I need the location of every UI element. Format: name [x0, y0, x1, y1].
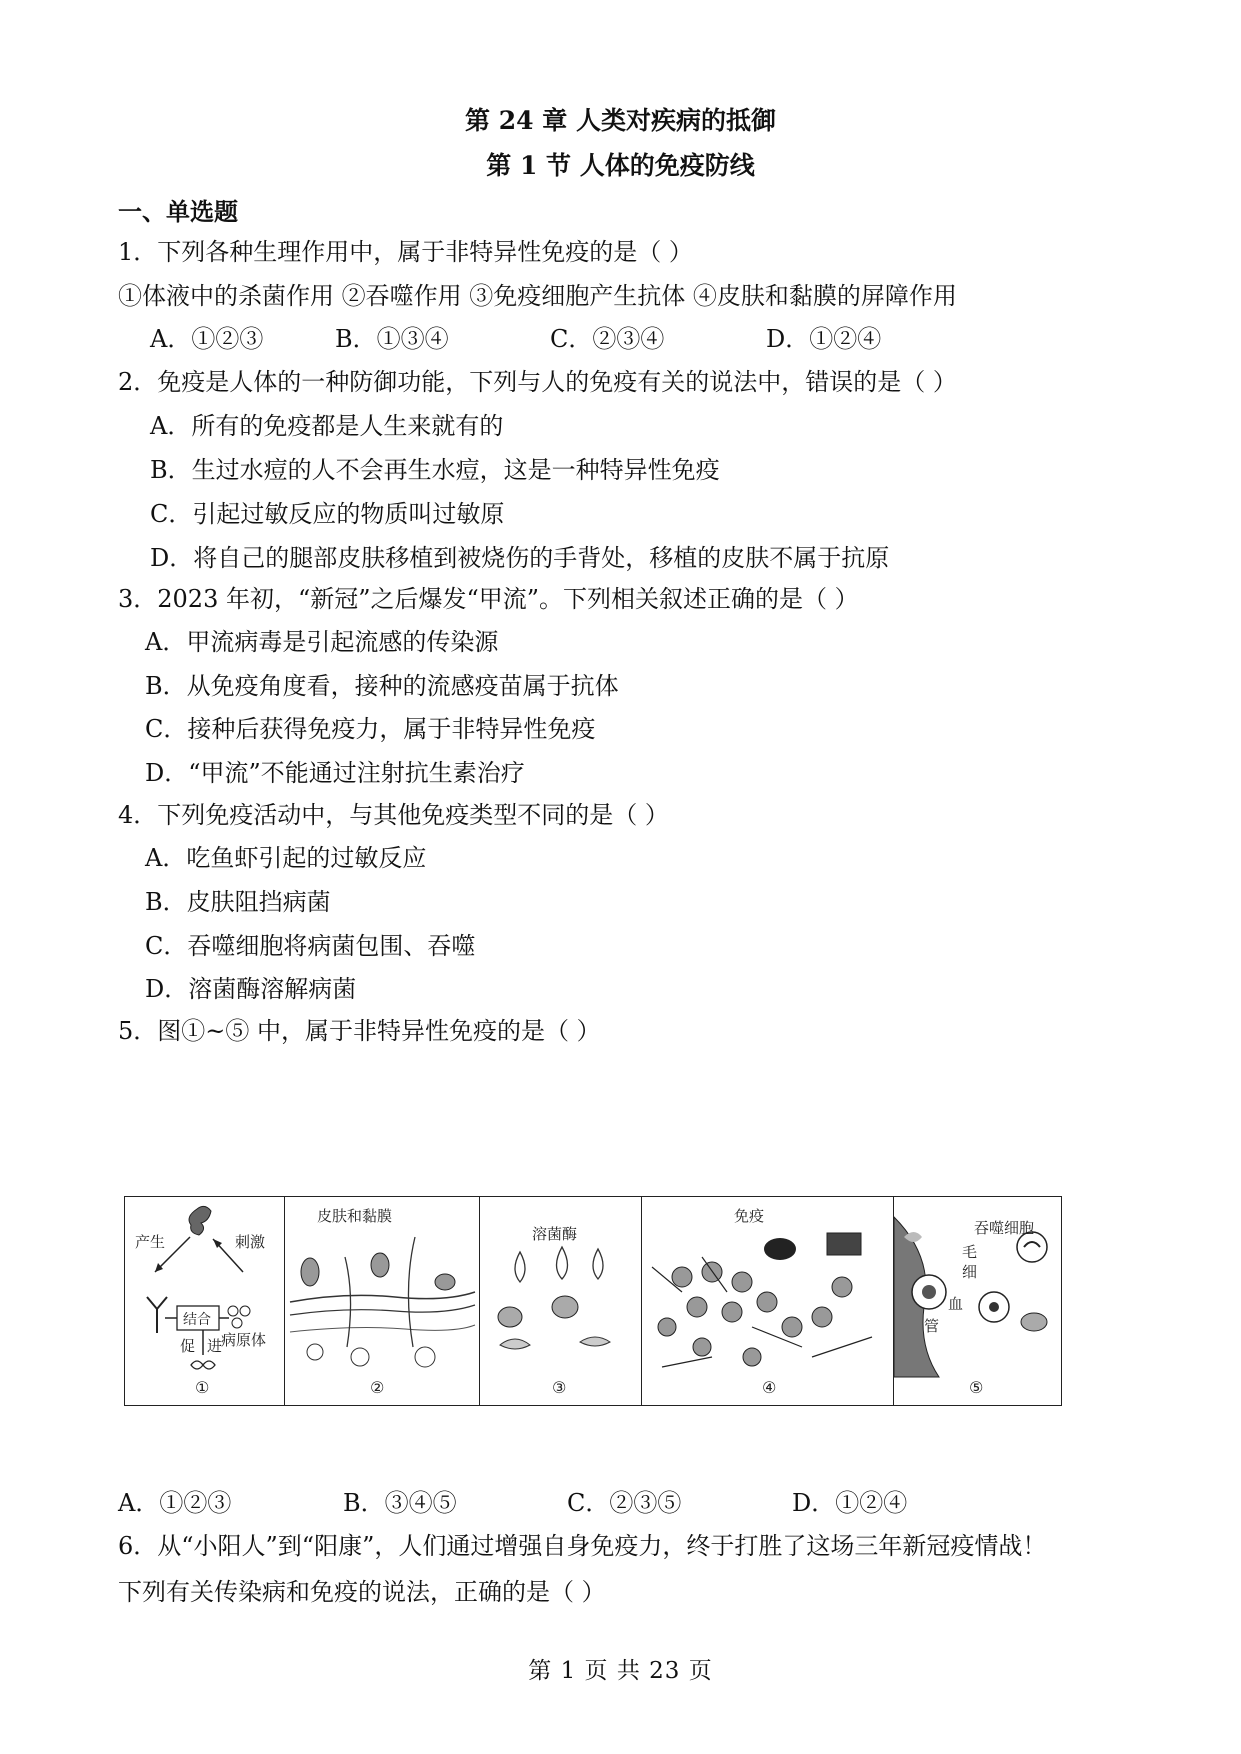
q1-option-a: A．①②③	[150, 325, 264, 353]
label-capillary-2: 细	[962, 1263, 978, 1281]
figure-panel-2	[285, 1197, 480, 1405]
label-pathogen: 病原体	[221, 1331, 267, 1349]
q2-option-b: B．生过水痘的人不会再生水痘，这是一种特异性免疫	[150, 456, 720, 484]
label-promote-1: 促	[180, 1337, 196, 1355]
label-stimulate: 刺激	[235, 1233, 266, 1251]
q5-stem: 5．图①~⑤ 中，属于非特异性免疫的是（ ）	[118, 1017, 601, 1045]
panel-number-5: ⑤	[969, 1378, 984, 1397]
antibody-diagram	[125, 1197, 285, 1407]
q3-stem: 3．2023 年初，“新冠”之后爆发“甲流”。下列相关叙述正确的是（ ）	[118, 585, 859, 613]
q4-option-c: C．吞噬细胞将病菌包围、吞噬	[145, 932, 476, 960]
q2-option-c: C．引起过敏反应的物质叫过敏原	[150, 500, 505, 528]
q1-option-b: B．①③④	[335, 325, 449, 353]
panel-number-3: ③	[552, 1378, 567, 1397]
q2-option-d: D．将自己的腿部皮肤移植到被烧伤的手背处，移植的皮肤不属于抗原	[150, 544, 890, 572]
figure-panel-3	[480, 1197, 642, 1405]
q4-option-d: D．溶菌酶溶解病菌	[145, 975, 357, 1003]
q5-figure	[124, 1196, 1062, 1406]
label-capillary-4: 管	[924, 1317, 940, 1335]
label-capillary-3: 血	[948, 1295, 964, 1313]
immunity-soldiers-illustration	[642, 1197, 894, 1407]
panel-number-1: ①	[195, 1378, 210, 1397]
q5-option-d: D．①②④	[792, 1489, 908, 1517]
q5-option-a: A．①②③	[118, 1489, 232, 1517]
q1-option-c: C．②③④	[550, 325, 665, 353]
label-lysozyme: 溶菌酶	[532, 1225, 578, 1243]
section-title: 第 1 节 人体的免疫防线	[486, 151, 755, 180]
q2-option-a: A．所有的免疫都是人生来就有的	[150, 412, 504, 440]
q2-stem: 2．免疫是人体的一种防御功能，下列与人的免疫有关的说法中，错误的是（ ）	[118, 368, 957, 396]
skin-barrier-illustration	[285, 1197, 480, 1407]
q1-stem: 1．下列各种生理作用中，属于非特异性免疫的是（ ）	[118, 238, 693, 266]
label-produce: 产生	[135, 1233, 166, 1251]
q6-stem-line-2: 下列有关传染病和免疫的说法，正确的是（ ）	[118, 1578, 606, 1606]
part-heading: 一、单选题	[118, 197, 238, 226]
q4-option-a: A．吃鱼虾引起的过敏反应	[145, 844, 427, 872]
q5-option-b: B．③④⑤	[343, 1489, 457, 1517]
figure-panel-1	[125, 1197, 285, 1405]
q3-option-b: B．从免疫角度看，接种的流感疫苗属于抗体	[145, 672, 619, 700]
figure-panel-5	[894, 1197, 1062, 1405]
panel-number-2: ②	[370, 1378, 385, 1397]
q3-option-c: C．接种后获得免疫力，属于非特异性免疫	[145, 715, 596, 743]
q3-option-d: D．“甲流”不能通过注射抗生素治疗	[145, 759, 525, 787]
q3-option-a: A．甲流病毒是引起流感的传染源	[145, 628, 499, 656]
label-promote-2: 进	[207, 1337, 223, 1355]
label-immunity: 免疫	[734, 1207, 765, 1225]
page-footer: 第 1 页 共 23 页	[528, 1658, 713, 1684]
label-capillary-1: 毛	[962, 1243, 978, 1261]
q1-option-d: D．①②④	[766, 325, 882, 353]
chapter-title: 第 24 章 人类对疾病的抵御	[465, 106, 776, 135]
label-bind: 结合	[183, 1312, 211, 1328]
panel-number-4: ④	[762, 1378, 777, 1397]
q1-items: ①体液中的杀菌作用 ②吞噬作用 ③免疫细胞产生抗体 ④皮肤和黏膜的屏障作用	[118, 282, 957, 310]
q4-option-b: B．皮肤阻挡病菌	[145, 888, 331, 916]
q4-stem: 4．下列免疫活动中，与其他免疫类型不同的是（ ）	[118, 801, 669, 829]
q6-stem-line-1: 6．从“小阳人”到“阳康”，人们通过增强自身免疫力，终于打胜了这场三年新冠疫情战！	[118, 1532, 1047, 1560]
q5-option-c: C．②③⑤	[567, 1489, 682, 1517]
label-phagocyte: 吞噬细胞	[974, 1219, 1035, 1237]
figure-panel-4	[642, 1197, 894, 1405]
label-skin-mucosa: 皮肤和黏膜	[317, 1207, 393, 1225]
